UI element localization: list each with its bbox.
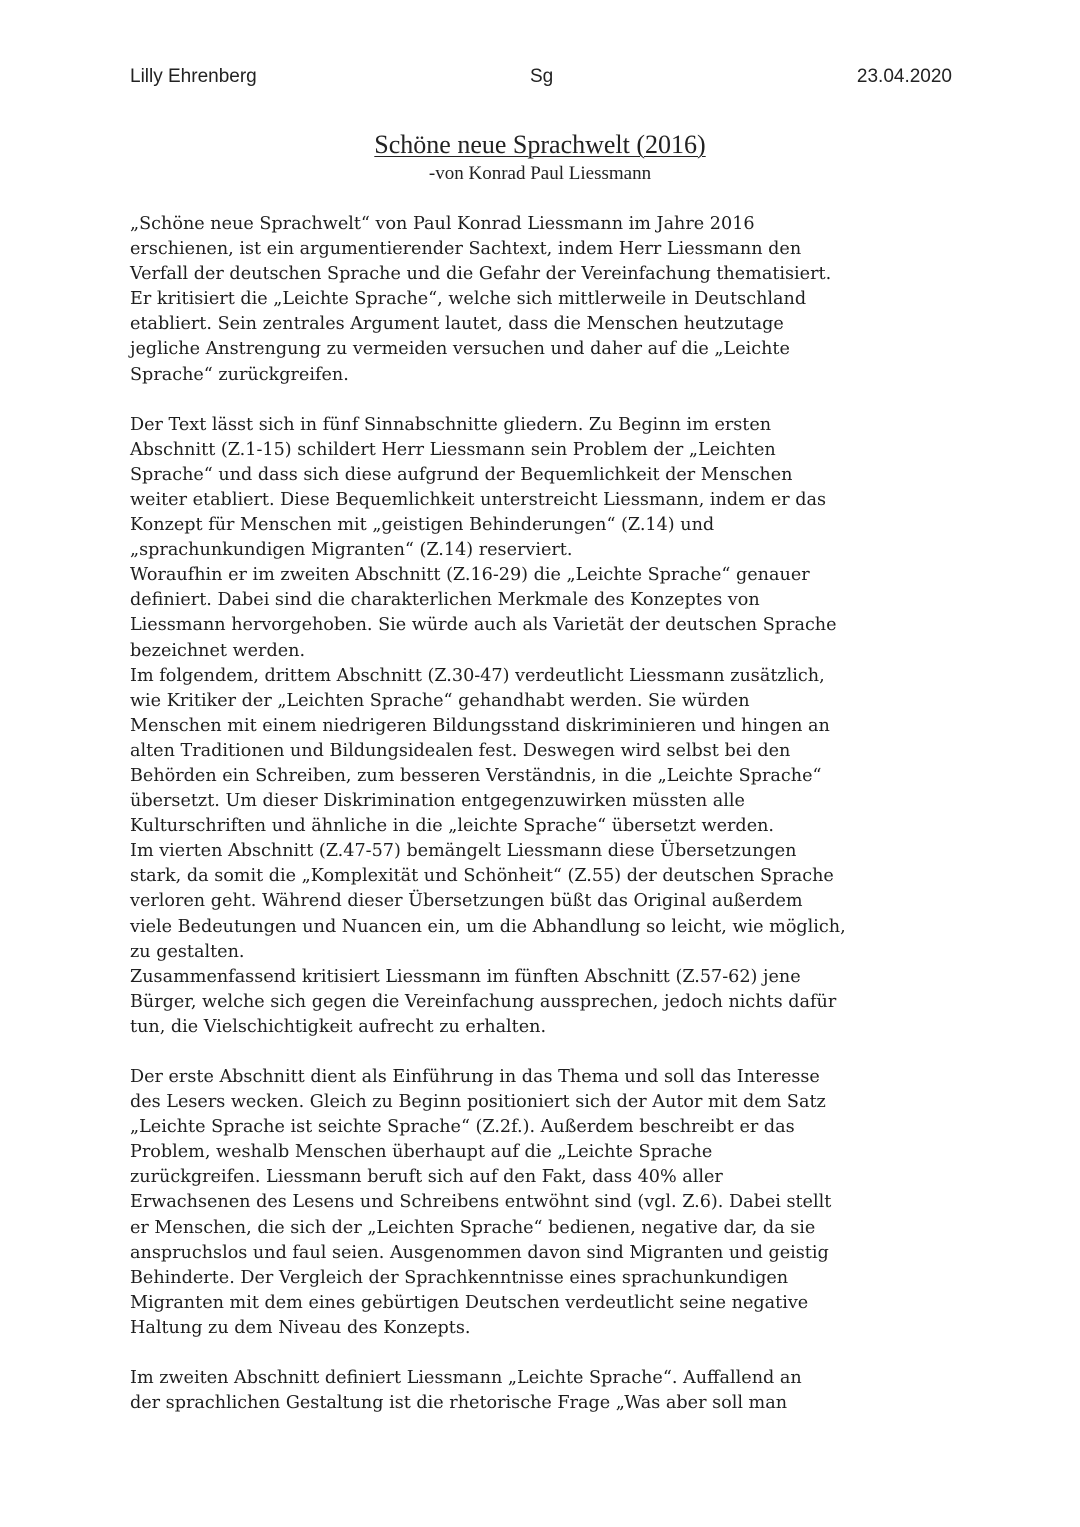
paragraph (130, 212, 960, 388)
text-line: alten Traditionen und Bildungsidealen fest. Deswegen wird selbst bei den (130, 740, 791, 761)
paragraph (130, 413, 960, 1040)
text-line: Haltung zu dem Niveau des Konzepts. (130, 1317, 471, 1338)
date-label: 23.04.2020 (856, 66, 952, 87)
text-line: Kulturschriften und ähnliche in die „leichte Sprache“ übersetzt werden. (130, 816, 775, 837)
text-line: Im zweiten Abschnitt definiert Liessmann „Leichte Sprache“. Auffallend an (130, 1368, 802, 1389)
text-line: weiter etabliert. Diese Bequemlichkeit unterstreicht Liessmann, indem er das (130, 489, 827, 510)
text-line: tun, die Vielschichtigkeit aufrecht zu erhalten. (130, 1016, 547, 1037)
page-header (130, 66, 952, 92)
document-body (130, 212, 960, 1416)
text-line: Behinderte. Der Vergleich der Sprachkenntnisse eines sprachunkundigen (130, 1267, 789, 1288)
paragraph (130, 1366, 960, 1416)
text-line: Im folgendem, drittem Abschnitt (Z.30-47) verdeutlicht Liessmann zusätzlich, (130, 665, 825, 686)
text-line: Behörden ein Schreiben, zum besseren Verständnis, in die „Leichte Sprache“ (130, 765, 822, 786)
text-line: viele Bedeutungen und Nuancen ein, um die Abhandlung so leicht, wie möglich, (130, 916, 846, 937)
text-line: verloren geht. Während dieser Übersetzungen büßt das Original außerdem (130, 891, 803, 912)
text-line: Abschnitt (Z.1-15) schildert Herr Liessmann sein Problem der „Leichten (130, 439, 776, 460)
text-line: Problem, weshalb Menschen überhaupt auf die „Leichte Sprache (130, 1142, 713, 1163)
text-line: Menschen mit einem niedrigeren Bildungsstand diskriminieren und hingen an (130, 715, 830, 736)
course-label: Sg (530, 66, 554, 87)
text-line: „Leichte Sprache ist seichte Sprache“ (Z.2f.). Außerdem beschreibt er das (130, 1117, 795, 1138)
text-line: wie Kritiker der „Leichten Sprache“ gehandhabt werden. Sie würden (130, 690, 750, 711)
text-line: Im vierten Abschnitt (Z.47-57) bemängelt Liessmann diese Übersetzungen (130, 841, 797, 862)
title-block (0, 128, 1080, 186)
text-line: Bürger, welche sich gegen die Vereinfachung aussprechen, jedoch nichts dafür (130, 991, 837, 1012)
text-line: übersetzt. Um dieser Diskrimination entgegenzuwirken müssten alle (130, 791, 745, 812)
text-line: Sprache“ zurückgreifen. (130, 364, 349, 385)
document-title: Schöne neue Sprachwelt (2016) (374, 130, 706, 159)
text-line: jegliche Anstrengung zu vermeiden versuchen und daher auf die „Leichte (130, 339, 790, 360)
text-line: Der erste Abschnitt dient als Einführung in das Thema und soll das Interesse (130, 1067, 820, 1087)
text-line: Der Text lässt sich in fünf Sinnabschnitte gliedern. Zu Beginn im ersten (130, 414, 772, 435)
text-line: Woraufhin er im zweiten Abschnitt (Z.16-29) die „Leichte Sprache“ genauer (130, 565, 810, 586)
text-line: Er kritisiert die „Leichte Sprache“, welche sich mittlerweile in Deutschland (130, 289, 807, 310)
text-line: „Schöne neue Sprachwelt“ von Paul Konrad Liessmann im Jahre 2016 (130, 214, 755, 234)
text-line: stark, da somit die „Komplexität und Schönheit“ (Z.55) der deutschen Sprache (130, 866, 834, 887)
text-line: des Lesers wecken. Gleich zu Beginn positioniert sich der Autor mit dem Satz (130, 1092, 826, 1113)
document-subtitle: -von Konrad Paul Liessmann (428, 163, 652, 184)
text-line: er Menschen, die sich der „Leichten Sprache“ bedienen, negative dar, da sie (130, 1217, 816, 1238)
text-line: Liessmann hervorgehoben. Sie würde auch als Varietät der deutschen Sprache (130, 615, 837, 636)
text-line: bezeichnet werden. (130, 640, 306, 661)
paragraph (130, 1065, 960, 1341)
text-line: zurückgreifen. Liessmann beruft sich auf den Fakt, dass 40% aller (130, 1167, 723, 1188)
text-line: erschienen, ist ein argumentierender Sachtext, indem Herr Liessmann den (130, 239, 802, 260)
text-line: Zusammenfassend kritisiert Liessmann im fünften Abschnitt (Z.57-62) jene (130, 966, 801, 987)
text-line: anspruchslos und faul seien. Ausgenommen davon sind Migranten und geistig (130, 1242, 829, 1263)
text-line: Verfall der deutschen Sprache und die Gefahr der Vereinfachung thematisiert. (130, 264, 832, 285)
text-line: etabliert. Sein zentrales Argument lautet, dass die Menschen heutzutage (130, 314, 784, 335)
text-line: definiert. Dabei sind die charakterlichen Merkmale des Konzeptes von (130, 590, 760, 611)
text-line: Migranten mit dem eines gebürtigen Deutschen verdeutlicht seine negative (130, 1292, 809, 1313)
text-line: Erwachsenen des Lesens und Schreibens entwöhnt sind (vgl. Z.6). Dabei stellt (130, 1192, 832, 1213)
text-line: „sprachunkundigen Migranten“ (Z.14) reserviert. (130, 540, 573, 561)
text-line: Sprache“ und dass sich diese aufgrund der Bequemlichkeit der Menschen (130, 464, 793, 485)
author-name: Lilly Ehrenberg (130, 66, 257, 87)
text-line: der sprachlichen Gestaltung ist die rhetorische Frage „Was aber soll man (130, 1393, 788, 1414)
text-line: Konzept für Menschen mit „geistigen Behinderungen“ (Z.14) und (130, 515, 715, 536)
text-line: zu gestalten. (130, 941, 245, 962)
